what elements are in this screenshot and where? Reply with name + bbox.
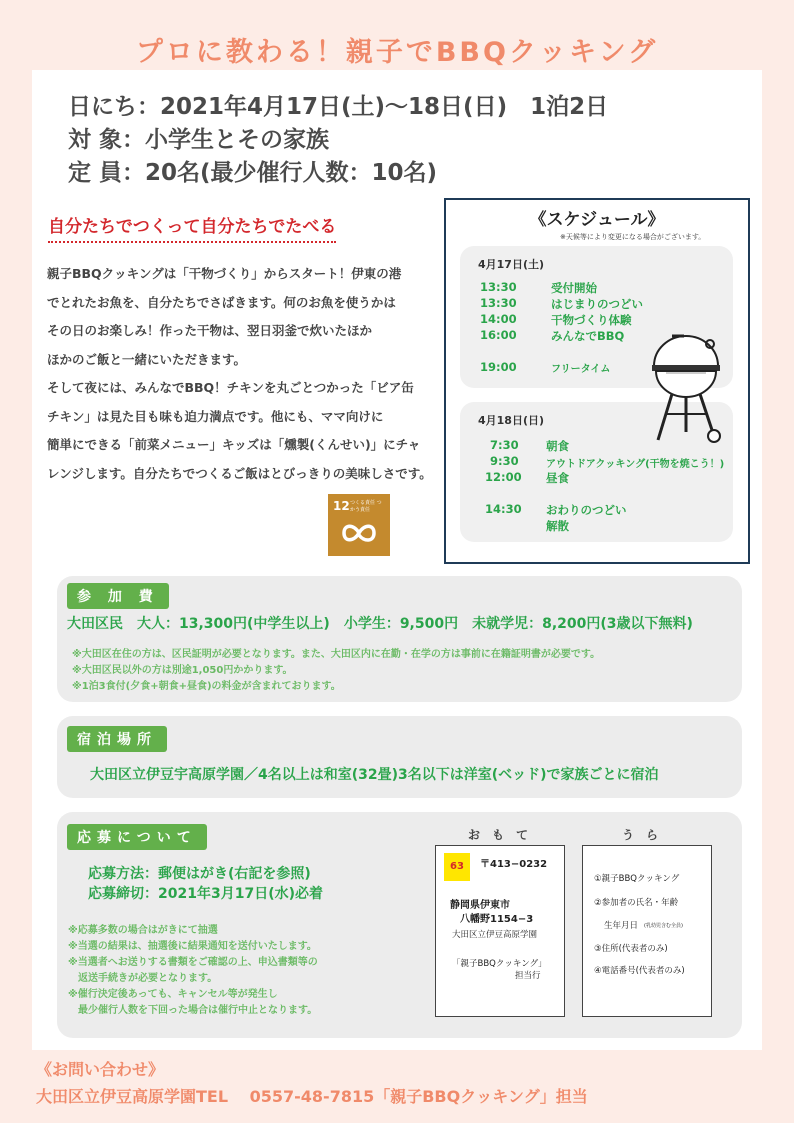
sdg-label: つくる責任 つかう責任 — [350, 500, 382, 513]
day1-event: みんなでBBQ — [551, 329, 625, 343]
apply-deadline: 応募締切：2021年3月17日(水)必着 — [88, 886, 323, 902]
day2-event: 解散 — [546, 519, 569, 533]
apply-note: 返送手続きが必要となります。 — [68, 973, 218, 984]
bbq-grill-icon — [644, 328, 728, 446]
sdg-number: 12 — [333, 499, 350, 513]
day1-time: 16:00 — [480, 328, 517, 342]
postcard-item: 生年月日 — [604, 921, 639, 931]
apply-note: ※催行決定後あっても、キャンセル等が発生し — [68, 989, 278, 1000]
intro-text — [47, 260, 432, 488]
postcard-item: ④電話番号(代表者のみ) — [594, 966, 685, 976]
day1-event: 受付開始 — [551, 281, 597, 295]
fee-note: ※1泊3食付(夕食+朝食+昼食)の料金が含まれております。 — [72, 681, 341, 692]
postcard-front-heading: おもて — [468, 828, 541, 842]
intro-line: 親子BBQクッキングは「干物づくり」からスタート！伊東の港 — [47, 266, 402, 281]
day1-event: はじまりのつどい — [551, 297, 643, 311]
postcard-address1: 静岡県伊東市 — [450, 900, 510, 911]
postcard-recipient: 大田区立伊豆高原学園 — [452, 930, 538, 940]
intro-line: その日のお楽しみ！作った干物は、翌日羽釜で炊いたほか — [47, 323, 373, 338]
intro-line: 簡単にできる「前菜メニュー」キッズは「燻製(くんせい)」にチャ — [47, 437, 421, 452]
day1-event: フリータイム — [551, 364, 611, 375]
day1-time: 14:00 — [480, 312, 517, 326]
postcard-item: ①親子BBQクッキング — [594, 874, 680, 884]
schedule-title: 《スケジュール》 — [529, 210, 665, 230]
day1-time: 13:30 — [480, 280, 517, 294]
postcard-back-heading: うら — [622, 828, 671, 842]
page-title: プロに教わる！親子でBBQクッキング — [135, 37, 659, 68]
postcard-item-small: (乳幼児含む全員) — [644, 923, 683, 929]
fee-main: 大田区民 大人：13,300円(中学生以上) 小学生：9,500円 未就学児：8,200円(3歳以下無料) — [67, 616, 693, 632]
postcard-item: ③住所(代表者のみ) — [594, 944, 668, 954]
day2-event: 昼食 — [546, 471, 569, 485]
postcard-zip: 〒413−0232 — [480, 859, 548, 870]
day2-event: 朝食 — [546, 439, 569, 453]
day2-time: 9:30 — [490, 454, 519, 468]
intro-line: でとれたお魚を、自分たちでさばきます。何のお魚を使うかは — [47, 294, 396, 310]
event-capacity: 定 員：20名(最少催行人数：10名) — [68, 160, 438, 186]
intro-line: そして夜には、みんなでBBQ！チキンを丸ごとつかった「ビア缶 — [47, 380, 414, 395]
day1-event: 干物づくり体験 — [551, 313, 632, 327]
day2-time: 7:30 — [490, 438, 519, 452]
day1-time: 19:00 — [480, 360, 517, 374]
apply-note: ※応募多数の場合はがきにて抽選 — [68, 925, 218, 936]
postage-stamp: 63 — [444, 853, 470, 881]
postcard-attn2: 担当行 — [515, 971, 541, 981]
fee-note: ※大田区在住の方は、区民証明が必要となります。また、大田区内に在勤・在学の方は事前に在籍証明書が必要です。 — [72, 649, 601, 660]
contact-text: 大田区立伊豆高原学園TEL 0557-48-7815「親子BBQクッキング」担当 — [36, 1087, 588, 1106]
postcard-back — [582, 845, 712, 1017]
event-date: 日にち：2021年4月17日(土)～18日(日) 1泊2日 — [68, 94, 609, 120]
day2-time: 14:30 — [485, 502, 522, 516]
intro-line: レンジします。自分たちでつくるご飯はとびっきりの美味しさです。 — [47, 465, 432, 481]
day1-time: 13:30 — [480, 296, 517, 310]
contact-heading: 《お問い合わせ》 — [36, 1060, 165, 1079]
infinity-icon — [338, 518, 380, 548]
postcard-item: ②参加者の氏名・年齢 — [594, 898, 679, 908]
lodging-label: 宿泊場所 — [67, 726, 167, 752]
day1-date: 4月17日(土) — [478, 258, 545, 271]
day2-event: アウトドアクッキング(干物を焼こう！) — [546, 459, 725, 470]
apply-note: 最少催行人数を下回った場合は催行中止となります。 — [68, 1005, 318, 1016]
schedule-note: ※天候等により変更になる場合がございます。 — [560, 233, 706, 241]
lodging-text: 大田区立伊豆宇高原学園／4名以上は和室(32畳)3名以下は洋室(ベッド)で家族ごとに宿泊 — [90, 767, 659, 783]
apply-note: ※当選者へお送りする書類をご確認の上、申込書類等の — [68, 957, 318, 968]
tagline: 自分たちでつくって自分たちでたべる — [48, 212, 336, 243]
day2-time: 12:00 — [485, 470, 522, 484]
intro-line: ほかのご飯と一緒にいただきます。 — [47, 351, 247, 367]
intro-line: チキン」は見た目も味も迫力満点です。他にも、ママ向けに — [47, 408, 384, 424]
postcard-address2: 八幡野1154−3 — [460, 914, 534, 925]
sdg-badge — [328, 494, 390, 556]
fee-label: 参 加 費 — [67, 583, 169, 609]
apply-label: 応募について — [67, 824, 207, 850]
postcard-attn1: 「親子BBQクッキング」 — [452, 959, 547, 969]
event-target: 対 象：小学生とその家族 — [68, 127, 330, 153]
day2-date: 4月18日(日) — [478, 414, 545, 427]
fee-note: ※大田区民以外の方は別途1,050円かかります。 — [72, 665, 293, 676]
day2-event: おわりのつどい — [546, 503, 627, 517]
apply-note: ※当選の結果は、抽選後に結果通知を送付いたします。 — [68, 941, 317, 952]
apply-method: 応募方法：郵便はがき(右記を参照) — [88, 866, 311, 882]
